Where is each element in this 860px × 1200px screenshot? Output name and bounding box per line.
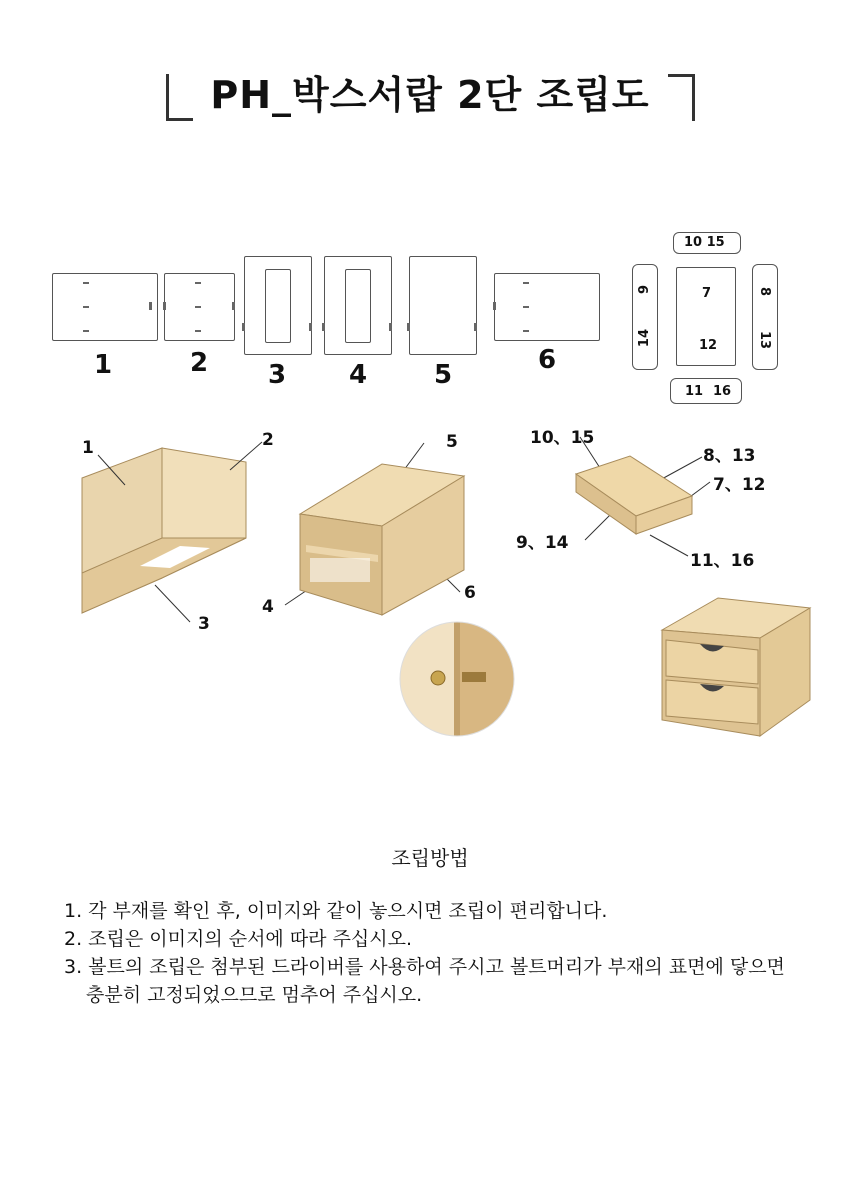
- callout-label-6: 6: [464, 583, 476, 603]
- bolt-detail-zoom: [398, 620, 516, 738]
- drawer-part-left: 9 14: [632, 264, 658, 370]
- drawer-part-right: 8 13: [752, 264, 778, 370]
- callout-label-11-16: 11、16: [690, 551, 755, 571]
- callout-label-3: 3: [198, 614, 210, 634]
- callout-label-5: 5: [446, 432, 458, 452]
- instructions-list: [64, 897, 834, 1009]
- callout-label-10-15: 10、15: [530, 428, 595, 448]
- callout-label-7-12: 7、12: [713, 475, 766, 495]
- instruction-step-2: 2. 조립은 이미지의 순서에 따라 주십시오.: [64, 928, 413, 950]
- drawer-part-bottom: 11 16: [670, 378, 742, 404]
- instruction-step-1: 1. 각 부재를 확인 후, 이미지와 같이 놓으시면 조립이 편리합니다.: [64, 900, 608, 922]
- panel-label-4: 4: [348, 360, 368, 390]
- panel-label-1: 1: [93, 350, 113, 380]
- drawer-part-top: 10 15: [673, 232, 741, 254]
- panel-label-3: 3: [267, 360, 287, 390]
- callout-label-4: 4: [262, 597, 274, 617]
- drawer-part-center: 7 12: [676, 267, 736, 366]
- callout-label-8-13: 8、13: [703, 446, 756, 466]
- panel-label-2: 2: [189, 348, 209, 378]
- instruction-step-3-continued: 충분히 고정되었으므로 멈추어 주십시오.: [86, 984, 423, 1006]
- callout-label-2: 2: [262, 430, 274, 450]
- assembly-box-illustration: [296, 450, 471, 620]
- assembly-drawer-illustration: [572, 452, 697, 547]
- page-title: PH_박스서랍 2단 조립도: [210, 73, 650, 117]
- callout-label-9-14: 9、14: [516, 533, 569, 553]
- instructions-heading: 조립방법: [391, 846, 469, 870]
- panel-label-6: 6: [537, 345, 557, 375]
- callout-label-1: 1: [82, 438, 94, 458]
- instruction-step-3: 3. 볼트의 조립은 첨부된 드라이버를 사용하여 주시고 볼트머리가 부재의 표면에 닿으면: [64, 956, 785, 978]
- panel-label-5: 5: [433, 360, 453, 390]
- final-product-illustration: [660, 596, 812, 742]
